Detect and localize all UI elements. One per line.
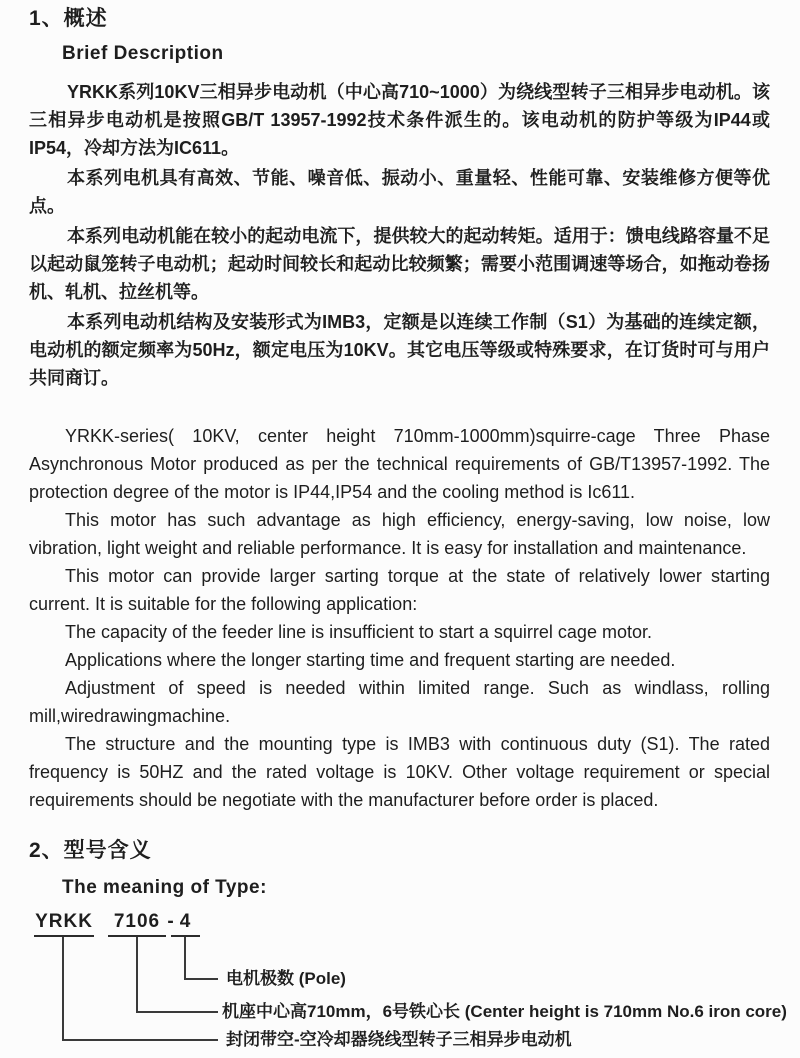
paragraph-en-7: The structure and the mounting type is IMB3 with continuous duty (S1). The rated frequency is 50HZ and the rated voltage is 10KV. Other voltage requirement or special requirements should be negotiate with the manufacturer before order is placed. bbox=[29, 734, 770, 810]
type-code-series: YRKK bbox=[34, 912, 94, 937]
paragraph-en-6: Adjustment of speed is needed within limited range. Such as windlass, rolling mill,wiredrawingmachine. bbox=[29, 678, 770, 726]
section-1-title: 1、概述 bbox=[29, 7, 108, 30]
type-designation-diagram bbox=[0, 912, 800, 1058]
paragraph-zh-2: 本系列电机具有高效、节能、噪音低、振动小、重量轻、性能可靠、安装维修方便等优点。 bbox=[29, 168, 770, 216]
type-code-pole: 4 bbox=[171, 912, 200, 937]
paragraph-zh-4: 本系列电动机结构及安装形式为IMB3，定额是以连续工作制（S1）为基础的连续定额，电动机的额定频率为50Hz，额定电压为10KV。其它电压等级或特殊要求，在订货时可与用户共同商订。 bbox=[29, 312, 770, 388]
paragraph-en-5: Applications where the longer starting time and frequent starting are needed. bbox=[65, 650, 676, 670]
type-label-frame: 机座中心高710mm，6号铁心长 (Center height is 710mm No.6 iron core) bbox=[222, 1002, 787, 1021]
paragraph-en-1: YRKK-series( 10KV, center height 710mm-1000mm)squirre-cage Three Phase Asynchronous Motor produced as per the technical requirements of GB/T13957-1992. The protection degree of the motor is IP44,IP54 and the cooling method is Ic611. bbox=[29, 426, 770, 502]
paragraph-zh-1: YRKK系列10KV三相异步电动机（中心高710~1000）为绕线型转子三相异步电动机。该三相异步电动机是按照GB/T 13957-1992技术条件派生的。该电动机的防护等级为IP44或IP54，冷却方法为IC611。 bbox=[29, 82, 770, 158]
connector-line-series-horizontal bbox=[62, 1039, 218, 1041]
type-label-series: 封闭带空-空冷却器绕线型转子三相异步电动机 bbox=[226, 1030, 572, 1049]
connector-line-frame-horizontal bbox=[136, 1011, 218, 1013]
type-code-frame: 7106 bbox=[108, 912, 166, 937]
section-2-title: 2、型号含义 bbox=[29, 839, 152, 862]
paragraph-en-2: This motor has such advantage as high efficiency, energy-saving, low noise, low vibration, light weight and reliable performance. It is easy for installation and maintenance. bbox=[29, 510, 770, 558]
type-label-pole: 电机极数 (Pole) bbox=[226, 969, 346, 988]
connector-line-frame-vertical bbox=[136, 937, 138, 1013]
paragraph-zh-3: 本系列电动机能在较小的起动电流下，提供较大的起动转矩。适用于：馈电线路容量不足以起动鼠笼转子电动机；起动时间较长和起动比较频繁；需要小范围调速等场合，如拖动卷扬机、轧机、拉丝机等。 bbox=[29, 226, 770, 302]
connector-line-series-vertical bbox=[62, 937, 64, 1041]
english-description-block bbox=[29, 422, 770, 814]
section-1-subtitle: Brief Description bbox=[62, 43, 224, 64]
section-2-subtitle: The meaning of Type: bbox=[62, 877, 267, 898]
paragraph-en-4: The capacity of the feeder line is insufficient to start a squirrel cage motor. bbox=[65, 622, 652, 642]
paragraph-en-3: This motor can provide larger sarting torque at the state of relatively lower starting current. It is suitable for the following application: bbox=[29, 566, 770, 614]
connector-line-pole-vertical bbox=[184, 937, 186, 980]
type-code-separator: - bbox=[167, 911, 175, 932]
connector-line-pole-horizontal bbox=[184, 978, 218, 980]
chinese-description-block bbox=[29, 78, 770, 392]
